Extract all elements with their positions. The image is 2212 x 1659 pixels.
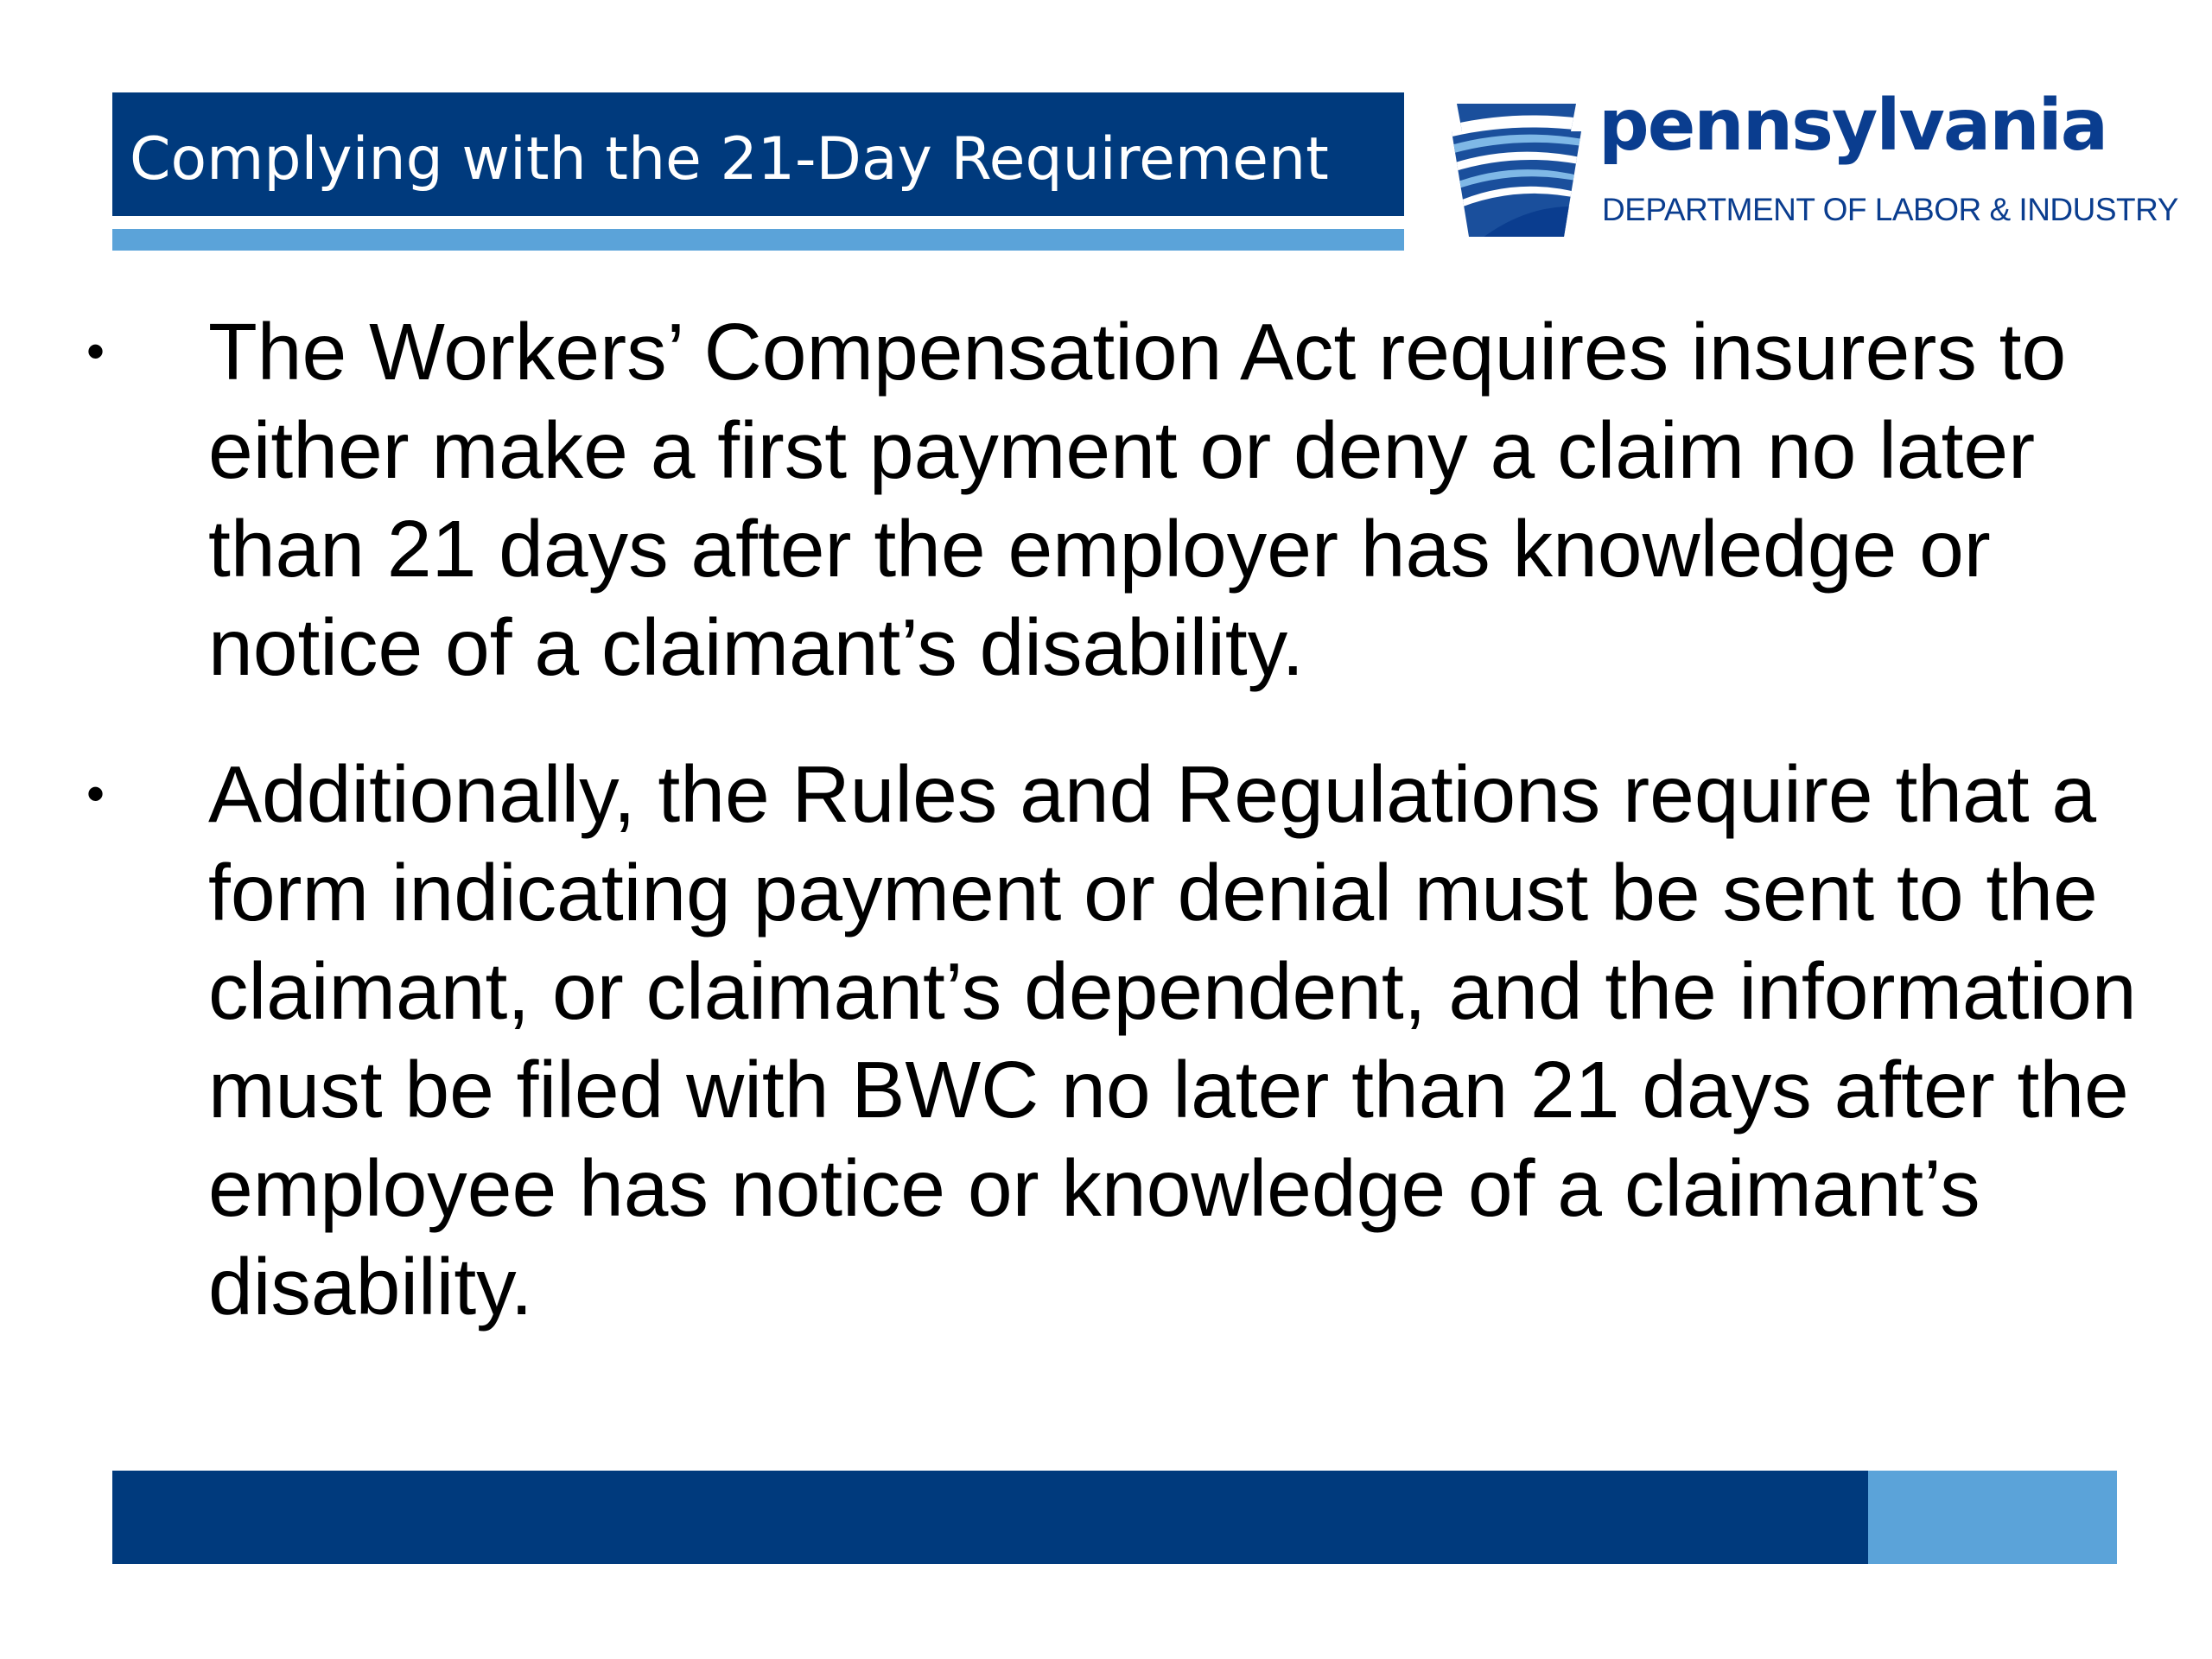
logo-subtitle: DEPARTMENT OF LABOR & INDUSTRY <box>1602 192 2178 227</box>
bullet-list <box>86 302 2177 1384</box>
slide-title: Complying with the 21-Day Requirement <box>130 125 1329 194</box>
bullet-item <box>86 745 2177 1336</box>
footer-accent <box>1868 1471 2117 1564</box>
bullet-text: Additionally, the Rules and Regulations require that a form indicating payment or denial must be sent to the claimant, or claimant’s dependent, and the information must be filed with BWC no later than 21 days after the employee has notice or knowledge of a claimant’s disability. <box>208 749 2137 1332</box>
title-bar <box>112 92 1404 216</box>
title-underline <box>112 229 1404 251</box>
pa-labor-logo <box>1445 85 2178 244</box>
bullet-text: The Workers’ Compensation Act requires insurers to either make a first payment or deny a claim no later than 21 days after the employer has knowledge or notice of a claimant’s disability. <box>208 307 2067 692</box>
bullet-marker: • <box>86 765 105 823</box>
logo-wordmark: pennsylvania <box>1599 85 2107 167</box>
bullet-marker: • <box>86 322 105 380</box>
footer-bar <box>112 1471 1868 1564</box>
bullet-item <box>86 302 2177 696</box>
keystone-icon <box>1445 97 1588 240</box>
